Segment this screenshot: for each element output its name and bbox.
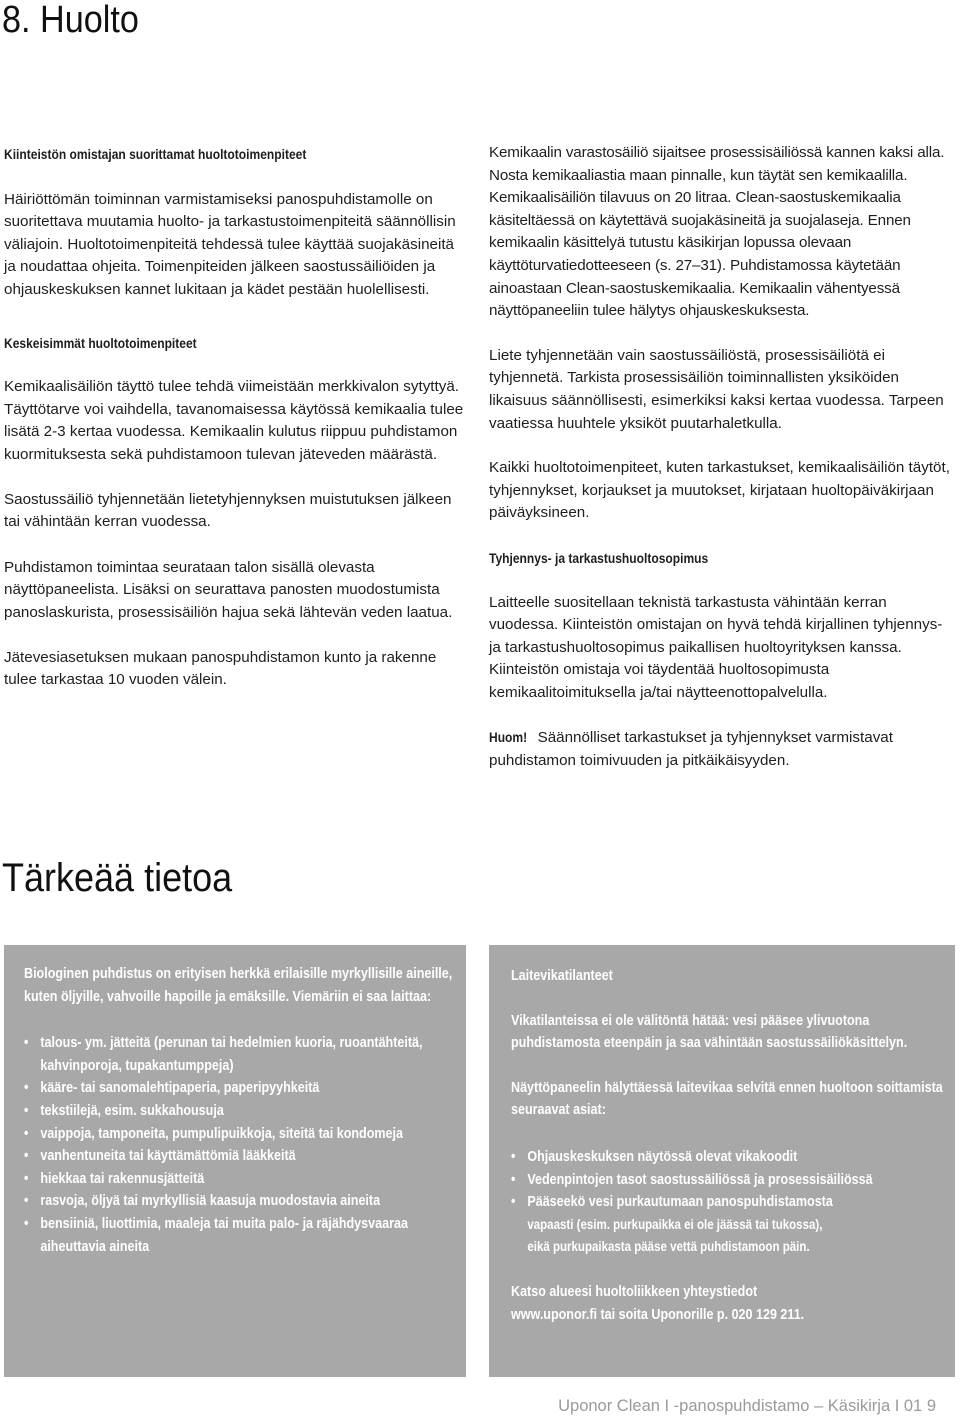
alarm-instructions: Näyttöpaneelin hälyttäessä laitevikaa selvitä ennen huoltoon soittamista seuraavat asiat: [511, 1079, 943, 1119]
paragraph-owner-maintenance: Häiriöttömän toiminnan varmistamiseksi panospuhdistamolle on suoritettava muutamia huolto- ja tarkastustoimenpiteitä säännöllisin väliajoin. Huoltotoimenpiteitä tehdessä tulee käyttää suojakäsineitä ja noudattaa ohjeita. Toimenpiteiden jälkeen saostussäiliöiden ja ohjauskeskuksen kannet lukitaan ja kädet pestään huolellisesti. [4, 190, 456, 298]
device-fault-paragraph: Vikatilanteissa ei ole välitöntä hätää: vesi pääsee ylivuotona puhdistamosta eteenpäin ja saa vähintään saostussäiliökäsittelyn. [511, 1012, 908, 1052]
list-item: • tekstiilejä, esim. sukkahousuja [24, 1100, 455, 1123]
list-item: • kääre- tai sanomalehtipaperia, paperipyyhkeitä [24, 1077, 455, 1100]
contact-info-line: www.uponor.fi tai soita Uponorille p. 020 129 211. [511, 1306, 805, 1323]
paragraph-chemical-filling: Kemikaalisäiliön täyttö tulee tehdä viimeistään merkkivalon sytyttyä. Täyttötarve voi vaihdella, tavanomaisessa käytössä kemikaalia tulee lisätä 2-3 kertaa vuodessa. Kemikaalin kulutus riippuu puhdistamon kuormituksesta sekä puhdistamoon tulevan jäteveden määrästä. [4, 378, 464, 463]
list-item-continuation: vapaasti (esim. purkupaikka ei ole jäässä tai tukossa), [527, 1216, 823, 1232]
paragraph-monitoring: Puhdistamon toimintaa seurataan talon sisällä olevasta näyttöpaneelista. Lisäksi on seurattava panosten muodostumista panoslaskurista, prosessisäiliön hajua sekä lähtevän veden laatua. [4, 558, 453, 621]
right-column [489, 142, 955, 773]
note-paragraph [489, 726, 955, 772]
list-item: • hiekkaa tai rakennusjätteitä [24, 1168, 455, 1191]
list-item: • vaippoja, tamponeita, pumpulipuikkoja, siteitä tai kondomeja [24, 1123, 455, 1146]
contact-info-line: Katso alueesi huoltoliikkeen yhteystiedot [511, 1283, 758, 1300]
note-text: Säännölliset tarkastukset ja tyhjennykset varmistavat puhdistamon toimivuuden ja pitkäikäisyyden. [489, 729, 893, 770]
list-item: • Ohjauskeskuksen näytössä olevat vikakoodit [511, 1146, 944, 1169]
list-item: • bensiiniä, liuottimia, maaleja tai muita palo- ja räjähdysvaaraa aiheuttavia aineita [24, 1213, 455, 1258]
section-heading-service-contract: Tyhjennys- ja tarkastushuoltosopimus [489, 549, 709, 566]
list-item: • Pääseekö vesi purkautumaan panospuhdistamosta [511, 1191, 944, 1214]
prohibited-list [24, 1032, 455, 1258]
page-footer: Uponor Clean I -panospuhdistamo – Käsikirja I 01 9 [558, 1397, 936, 1415]
device-fault-box [489, 945, 955, 1377]
list-item: • rasvoja, öljyä tai myrkyllisiä kaasuja muodostavia aineita [24, 1190, 455, 1213]
prohibited-items-box [4, 945, 466, 1377]
important-info-title: Tärkeää tietoa [2, 856, 233, 900]
paragraph-chemical-storage: Kemikaalin varastosäiliö sijaitsee prosessisäiliössä kannen kaksi alla. Nosta kemikaaliastia maan pinnalle, kun täytät sen kemikaalilla. Kemikaalisäiliön tilavuus on 20 litraa. Clean-saostuskemikaalia käsiteltäessä on käytettävä suojakäsineitä ja suojalaseja. Ennen kemikaalin käsittelyä tutustu käsikirjan lopussa olevaan käyttöturvatiedotteeseen (s. 27–31). Puhdistamossa käytetään ainoastaan Clean-saostuskemikaalia. Kemikaalin vähentyessä näyttöpaneeliin tulee hälytys ohjauskeskuksesta. [489, 144, 945, 320]
paragraph-maintenance-log: Kaikki huoltotoimenpiteet, kuten tarkastukset, kemikaalisäiliön täytöt, tyhjennykset, korjaukset ja muutokset, kirjataan huoltopäiväkirjaan päiväyksineen. [489, 459, 950, 522]
section-heading-key-maintenance: Keskeisimmät huoltotoimenpiteet [4, 334, 197, 351]
left-column [4, 143, 466, 692]
page-title: 8. Huolto [2, 0, 139, 41]
list-item-continuation: eikä purkupaikasta pääse vettä puhdistamoon päin. [527, 1239, 810, 1255]
paragraph-septic-emptying: Saostussäiliö tyhjennetään lietetyhjennyksen muistutuksen jälkeen tai vähintään kerran vuodessa. [4, 490, 452, 531]
prohibited-intro: Biologinen puhdistus on erityisen herkkä erilaisille myrkyllisille aineille, kuten öljyille, vahvoille hapoille ja emäksille. Viemäriin ei saa laittaa: [24, 966, 453, 1005]
section-heading-owner-maintenance: Kiinteistön omistajan suorittamat huoltotoimenpiteet [4, 146, 307, 162]
fault-checklist [511, 1146, 944, 1214]
device-fault-heading: Laitevikatilanteet [511, 968, 613, 984]
note-label: Huom! [489, 729, 528, 746]
paragraph-sludge-emptying: Liete tyhjennetään vain saostussäiliöstä, prosessisäiliötä ei tyhjennetä. Tarkista prosessisäiliön toiminnallisten yksiköiden likaisuus säännöllisesti, esimerkiksi kaksi kertaa vuodessa. Tarpeen vaatiessa huuhtele yksiköt puutarhaletkulla. [489, 346, 944, 432]
paragraph-service-contract: Laitteelle suositellaan teknistä tarkastusta vähintään kerran vuodessa. Kiinteistön omistajan on hyvä tehdä kirjallinen tyhjennys- ja tarkastushuoltosopimus paikallisen huoltoyrityksen kanssa. Kiinteistön omistaja voi täydentää huoltosopimusta kemikaalitoimituksella ja/tai näytteenottopalvelulla. [489, 593, 943, 701]
list-item: • vanhentuneita tai käyttämättömiä lääkkeitä [24, 1145, 455, 1168]
paragraph-inspection-interval: Jätevesiasetuksen mukaan panospuhdistamon kunto ja rakenne tulee tarkastaa 10 vuoden välein. [4, 648, 437, 689]
list-item: • Vedenpintojen tasot saostussäiliössä ja prosessisäiliössä [511, 1169, 944, 1192]
list-item: • talous- ym. jätteitä (perunan tai hedelmien kuoria, ruoantähteitä, kahvinporoja, tupakantumppeja) [24, 1032, 455, 1077]
